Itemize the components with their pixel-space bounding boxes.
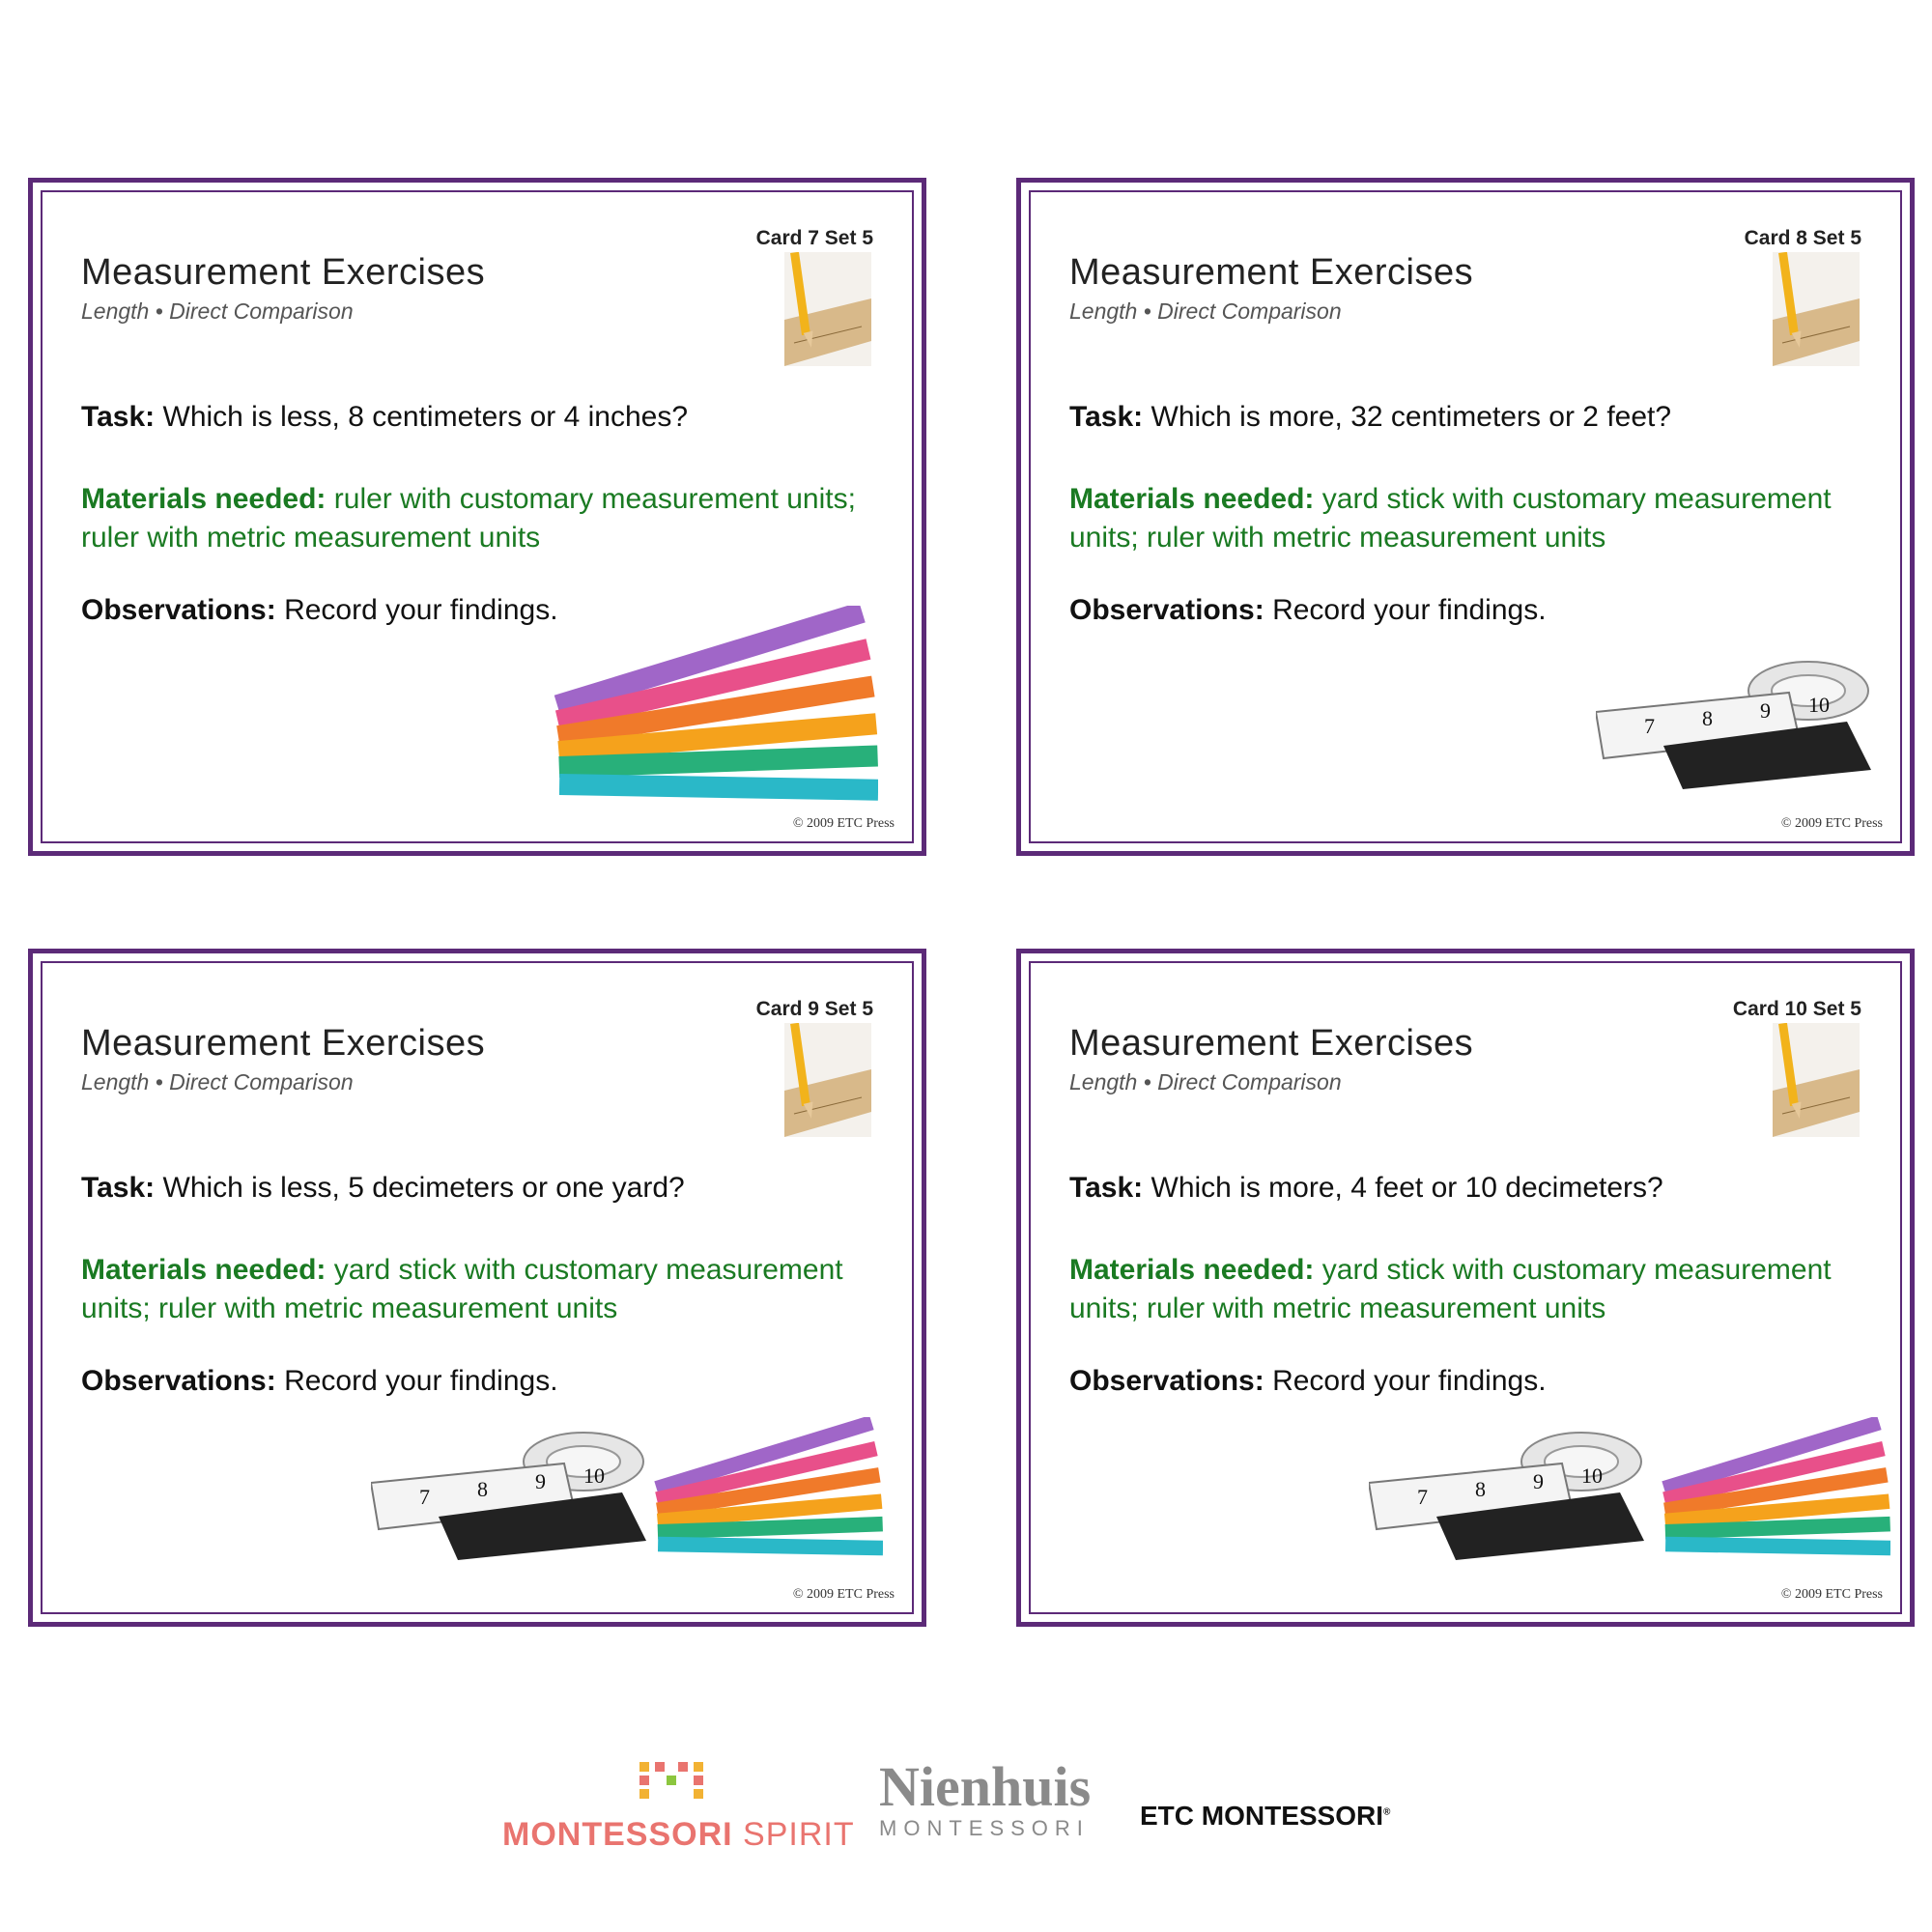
svg-text:7: 7 [1417, 1485, 1428, 1509]
task-text: Which is less, 5 decimeters or one yard? [162, 1172, 685, 1204]
nienhuis-wordmark: Nienhuis [879, 1755, 1092, 1818]
brand-logos [0, 1755, 1932, 1874]
task-line [1069, 401, 1881, 434]
svg-text:8: 8 [1475, 1477, 1486, 1501]
svg-text:9: 9 [535, 1469, 546, 1493]
task-line [81, 401, 893, 434]
pencil-ruler-thumbnail [1773, 252, 1860, 366]
materials-label: Materials needed: [1069, 483, 1315, 515]
card-title: Measurement Exercises [1069, 252, 1474, 293]
observations-label: Observations: [81, 1365, 276, 1397]
card-subtitle: Length • Direct Comparison [81, 298, 354, 324]
pencil-ruler-thumbnail [1773, 1023, 1860, 1137]
card-9 [28, 949, 926, 1627]
materials-text: yard stick with customary measurement units; ruler with metric measurement units [81, 1254, 843, 1324]
observations-text: Record your findings. [284, 1365, 558, 1397]
ruler-stack [1662, 1417, 1890, 1555]
card-subtitle: Length • Direct Comparison [81, 1069, 354, 1094]
card-inner-border [1029, 961, 1902, 1614]
pencil-ruler-thumbnail [784, 1023, 871, 1137]
observations-label: Observations: [81, 594, 276, 626]
materials-line [1069, 1251, 1881, 1328]
card-title: Measurement Exercises [1069, 1023, 1474, 1064]
svg-text:7: 7 [1644, 714, 1655, 738]
copyright: © 2009 ETC Press [792, 816, 895, 831]
card-number: Card 7 Set 5 [755, 227, 873, 249]
copyright: © 2009 ETC Press [1780, 816, 1883, 831]
card-number: Card 10 Set 5 [1732, 998, 1861, 1020]
task-label: Task: [81, 401, 156, 433]
observations-text: Record your findings. [1272, 1365, 1547, 1397]
svg-text:8: 8 [1702, 706, 1713, 730]
task-text: Which is less, 8 centimeters or 4 inches? [162, 401, 689, 433]
svg-text:10: 10 [1808, 693, 1830, 717]
rulers-fan-image [550, 606, 878, 809]
montessori-spirit-mark-icon [638, 1758, 705, 1801]
montessori-spirit-wordmark: MONTESSORI SPIRIT [502, 1816, 855, 1853]
ruler-stack [554, 606, 878, 801]
rulers-fan-image [1659, 1417, 1890, 1562]
card-7 [28, 178, 926, 856]
tape-measure-image [1369, 1425, 1649, 1570]
observations-line [1069, 594, 1881, 627]
card-inner-border [41, 961, 914, 1614]
nienhuis-subtitle: MONTESSORI [879, 1816, 1090, 1840]
observations-line [81, 1365, 893, 1398]
task-line [1069, 1172, 1881, 1205]
card-8 [1016, 178, 1915, 856]
tape-measure-image [371, 1425, 651, 1570]
pencil-ruler-thumbnail [784, 252, 871, 366]
copyright: © 2009 ETC Press [1780, 1587, 1883, 1602]
svg-text:9: 9 [1760, 698, 1771, 723]
observations-text: Record your findings. [284, 594, 558, 626]
observations-line [1069, 1365, 1881, 1398]
card-title: Measurement Exercises [81, 1023, 486, 1064]
materials-text: ruler with customary measurement units; ruler with metric measurement units [81, 483, 856, 554]
svg-text:9: 9 [1533, 1469, 1544, 1493]
card-subtitle: Length • Direct Comparison [1069, 1069, 1342, 1094]
task-label: Task: [81, 1172, 156, 1204]
task-label: Task: [1069, 1172, 1144, 1204]
observations-label: Observations: [1069, 1365, 1264, 1397]
materials-line [81, 1251, 893, 1328]
svg-text:10: 10 [583, 1463, 605, 1488]
svg-text:8: 8 [477, 1477, 488, 1501]
nienhuis-logo [879, 1755, 1092, 1864]
card-number: Card 9 Set 5 [755, 998, 873, 1020]
etc-montessori-logo: ETC MONTESSORI® [1140, 1801, 1391, 1831]
task-text: Which is more, 4 feet or 10 decimeters? [1151, 1172, 1663, 1204]
materials-line [1069, 480, 1881, 557]
svg-text:10: 10 [1581, 1463, 1603, 1488]
materials-label: Materials needed: [81, 483, 327, 515]
materials-text: yard stick with customary measurement units; ruler with metric measurement units [1069, 483, 1832, 554]
ruler-stack [654, 1417, 883, 1555]
card-number: Card 8 Set 5 [1744, 227, 1861, 249]
card-title: Measurement Exercises [81, 252, 486, 293]
card-inner-border [41, 190, 914, 843]
materials-label: Materials needed: [81, 1254, 327, 1286]
observations-label: Observations: [1069, 594, 1264, 626]
task-label: Task: [1069, 401, 1144, 433]
montessori-spirit-logo [502, 1758, 855, 1864]
svg-text:7: 7 [419, 1485, 430, 1509]
materials-label: Materials needed: [1069, 1254, 1315, 1286]
observations-text: Record your findings. [1272, 594, 1547, 626]
task-line [81, 1172, 893, 1205]
copyright: © 2009 ETC Press [792, 1587, 895, 1602]
card-subtitle: Length • Direct Comparison [1069, 298, 1342, 324]
card-10 [1016, 949, 1915, 1627]
materials-text: yard stick with customary measurement units; ruler with metric measurement units [1069, 1254, 1832, 1324]
card-inner-border [1029, 190, 1902, 843]
materials-line [81, 480, 893, 557]
task-text: Which is more, 32 centimeters or 2 feet? [1151, 401, 1672, 433]
rulers-fan-image [651, 1417, 883, 1562]
tape-measure-image [1596, 654, 1876, 799]
